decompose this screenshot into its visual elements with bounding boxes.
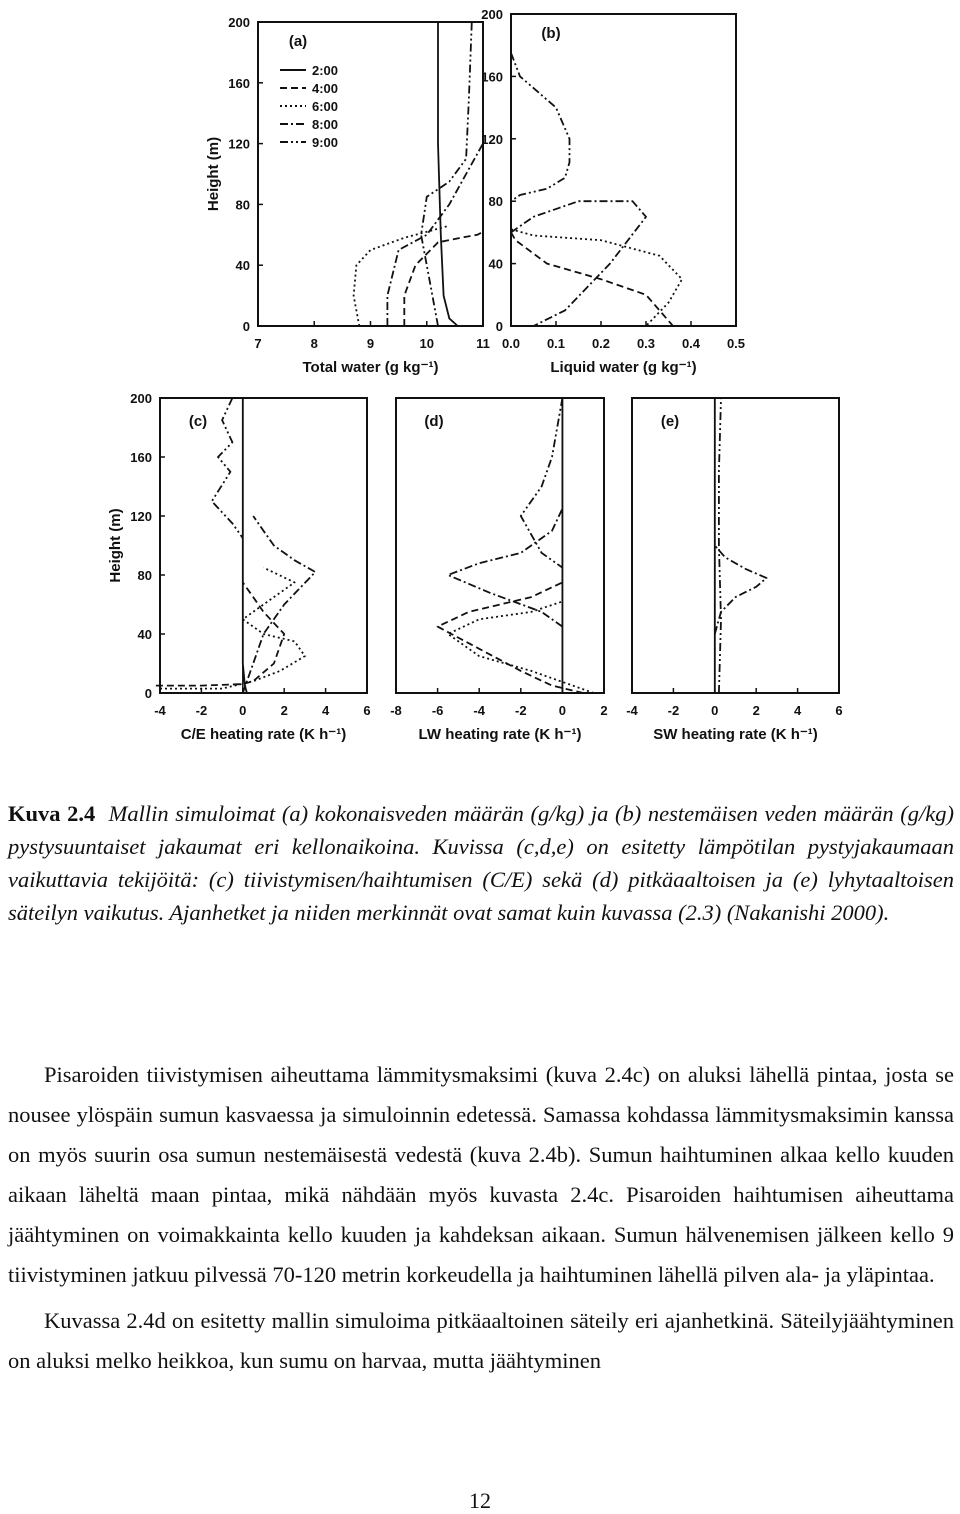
x-tick-label: 2: [600, 703, 608, 718]
y-axis-label: Height (m): [205, 136, 222, 212]
x-axis-label: Liquid water (g kg⁻¹): [550, 359, 697, 376]
x-axis-label: SW heating rate (K h⁻¹): [653, 726, 818, 743]
x-tick-label: -4: [626, 703, 638, 718]
caption-text: Mallin simuloimat (a) kokonaisveden määrän (g/kg) ja (b) nestemäisen veden määrän (g/kg) pystysuuntaiset jakaumat eri kellonaikoina. Kuvissa (c,d,e) on esitetty lämpötilan pystyjakaumaan vaikuttavia tekijöitä: (c) tiivistymisen/haihtumisen (C/E) sekä (d) pitkäaaltoisen ja (e) lyhytaaltoisen säteilyn vaikutus. Ajanhetket ja niiden merkinnät ovat samat kuin kuvassa (2.3) (Nakanishi 2000).: [8, 801, 955, 925]
y-tick-label: 160: [228, 75, 250, 91]
page-number: 12: [469, 1488, 491, 1513]
series-line: [448, 602, 594, 694]
plot-frame: [160, 398, 367, 693]
y-tick-label: 200: [228, 15, 250, 30]
x-tick-label: -8: [390, 703, 402, 718]
y-tick-label: 120: [481, 131, 503, 147]
y-tick-label: 200: [130, 391, 152, 406]
x-tick-label: 6: [835, 703, 843, 718]
x-tick-label: 2: [752, 703, 760, 718]
y-tick-label: 40: [137, 627, 152, 642]
plot-frame: [511, 14, 736, 326]
x-tick-label: -4: [473, 703, 485, 718]
y-tick-label: 40: [235, 258, 250, 274]
x-tick-label: 0.0: [501, 336, 521, 351]
x-axis-label: Total water (g kg⁻¹): [302, 359, 439, 376]
y-tick-label: 160: [481, 69, 503, 85]
x-tick-label: -6: [431, 703, 444, 718]
x-tick-label: 8: [310, 336, 318, 351]
x-tick-label: 7: [254, 336, 262, 351]
series-line: [243, 516, 315, 693]
y-tick-label: 80: [488, 194, 503, 210]
x-tick-label: 0.2: [591, 336, 611, 351]
x-tick-label: 0.1: [546, 336, 566, 351]
x-tick-label: 0.3: [636, 336, 656, 351]
panel-label: (d): [424, 413, 444, 430]
panel-label: (b): [541, 25, 561, 42]
x-tick-label: -2: [667, 703, 680, 718]
x-axis-label: LW heating rate (K h⁻¹): [418, 726, 582, 743]
legend-label: 4:00: [312, 81, 339, 96]
figure-caption: [8, 797, 954, 929]
caption-label: Kuva 2.4: [8, 801, 96, 826]
legend-label: 8:00: [312, 117, 339, 132]
x-tick-label: 11: [476, 336, 490, 351]
series-line: [719, 398, 721, 693]
series-line: [448, 509, 562, 627]
y-tick-label: 200: [481, 7, 503, 22]
x-tick-label: 4: [793, 703, 802, 718]
series-line: [160, 568, 305, 689]
legend-label: 2:00: [312, 63, 339, 78]
panel-label: (c): [188, 413, 208, 430]
y-tick-label: 80: [235, 197, 250, 213]
x-tick-label: 4: [321, 703, 330, 718]
y-axis-label: Height (m): [107, 508, 124, 583]
y-tick-label: 0: [495, 319, 503, 334]
x-tick-label: 0: [711, 703, 719, 718]
plot-frame: [632, 398, 839, 693]
legend-label: 6:00: [312, 99, 339, 114]
x-axis-label: C/E heating rate (K h⁻¹): [180, 726, 347, 743]
x-tick-label: -2: [195, 703, 208, 718]
y-tick-label: 0: [144, 686, 152, 701]
series-line: [387, 144, 483, 326]
y-tick-label: 0: [242, 319, 250, 334]
series-line: [715, 546, 767, 635]
x-tick-label: 9: [366, 336, 375, 351]
x-tick-label: 0: [558, 703, 567, 718]
plot-frame: [396, 398, 604, 693]
x-tick-label: 10: [419, 336, 434, 351]
series-line: [511, 232, 673, 326]
x-tick-label: -4: [154, 703, 166, 718]
y-tick-label: 160: [130, 450, 152, 465]
y-tick-label: 80: [137, 568, 152, 583]
y-tick-label: 120: [228, 136, 250, 152]
x-tick-label: 6: [363, 703, 371, 718]
panel-label: (e): [660, 413, 680, 430]
body-text: [8, 1055, 954, 1387]
panel-label: (a): [288, 33, 308, 50]
series-line: [354, 226, 450, 326]
series-line: [438, 22, 458, 326]
series-line: [511, 53, 570, 201]
series-line: [438, 582, 584, 693]
x-tick-label: 0.4: [681, 336, 701, 351]
plot-frame: [258, 22, 483, 326]
y-tick-label: 120: [130, 509, 152, 524]
series-line: [212, 398, 243, 538]
series-line: [243, 398, 247, 693]
legend-label: 9:00: [312, 135, 339, 150]
y-tick-label: 40: [488, 256, 503, 272]
x-tick-label: 2: [280, 703, 288, 718]
series-line: [511, 201, 646, 326]
x-tick-label: 0.5: [726, 336, 746, 351]
series-line: [421, 22, 472, 326]
series-line: [521, 398, 563, 568]
x-tick-label: 0: [239, 703, 247, 718]
x-tick-label: -2: [515, 703, 527, 718]
paragraph-1: Pisaroiden tiivistymisen aiheuttama lämmitysmaksimi (kuva 2.4c) on aluksi lähellä pintaa, josta se nousee ylöspäin sumun kasvaessa ja simuloinnin edetessä. Samassa kohdassa lämmitysmaksimin kanssa on myös suurin osa sumun nestemäisestä vedestä (kuva 2.4b). Sumun haihtuminen alkaa kello kuuden aikaan läheltä maan pintaa, mikä nähdään myös kuvasta 2.4c. Pisaroiden haihtumisen aiheuttama jäähtyminen on voimakkainta kello kuuden ja kahdeksan aikaan. Sumun hälvenemisen jälkeen kello 9 tiivistyminen jatkuu pilvessä 70-120 metrin korkeudella ja haihtuminen lähellä pilven ala- ja yläpintaa.: [8, 1062, 954, 1287]
paragraph-2: Kuvassa 2.4d on esitetty mallin simuloima pitkäaaltoinen säteily eri ajanhetkinä. Säteilyjäähtyminen on aluksi melko heikkoa, kun sumu on harvaa, mutta jäähtyminen: [8, 1308, 954, 1373]
